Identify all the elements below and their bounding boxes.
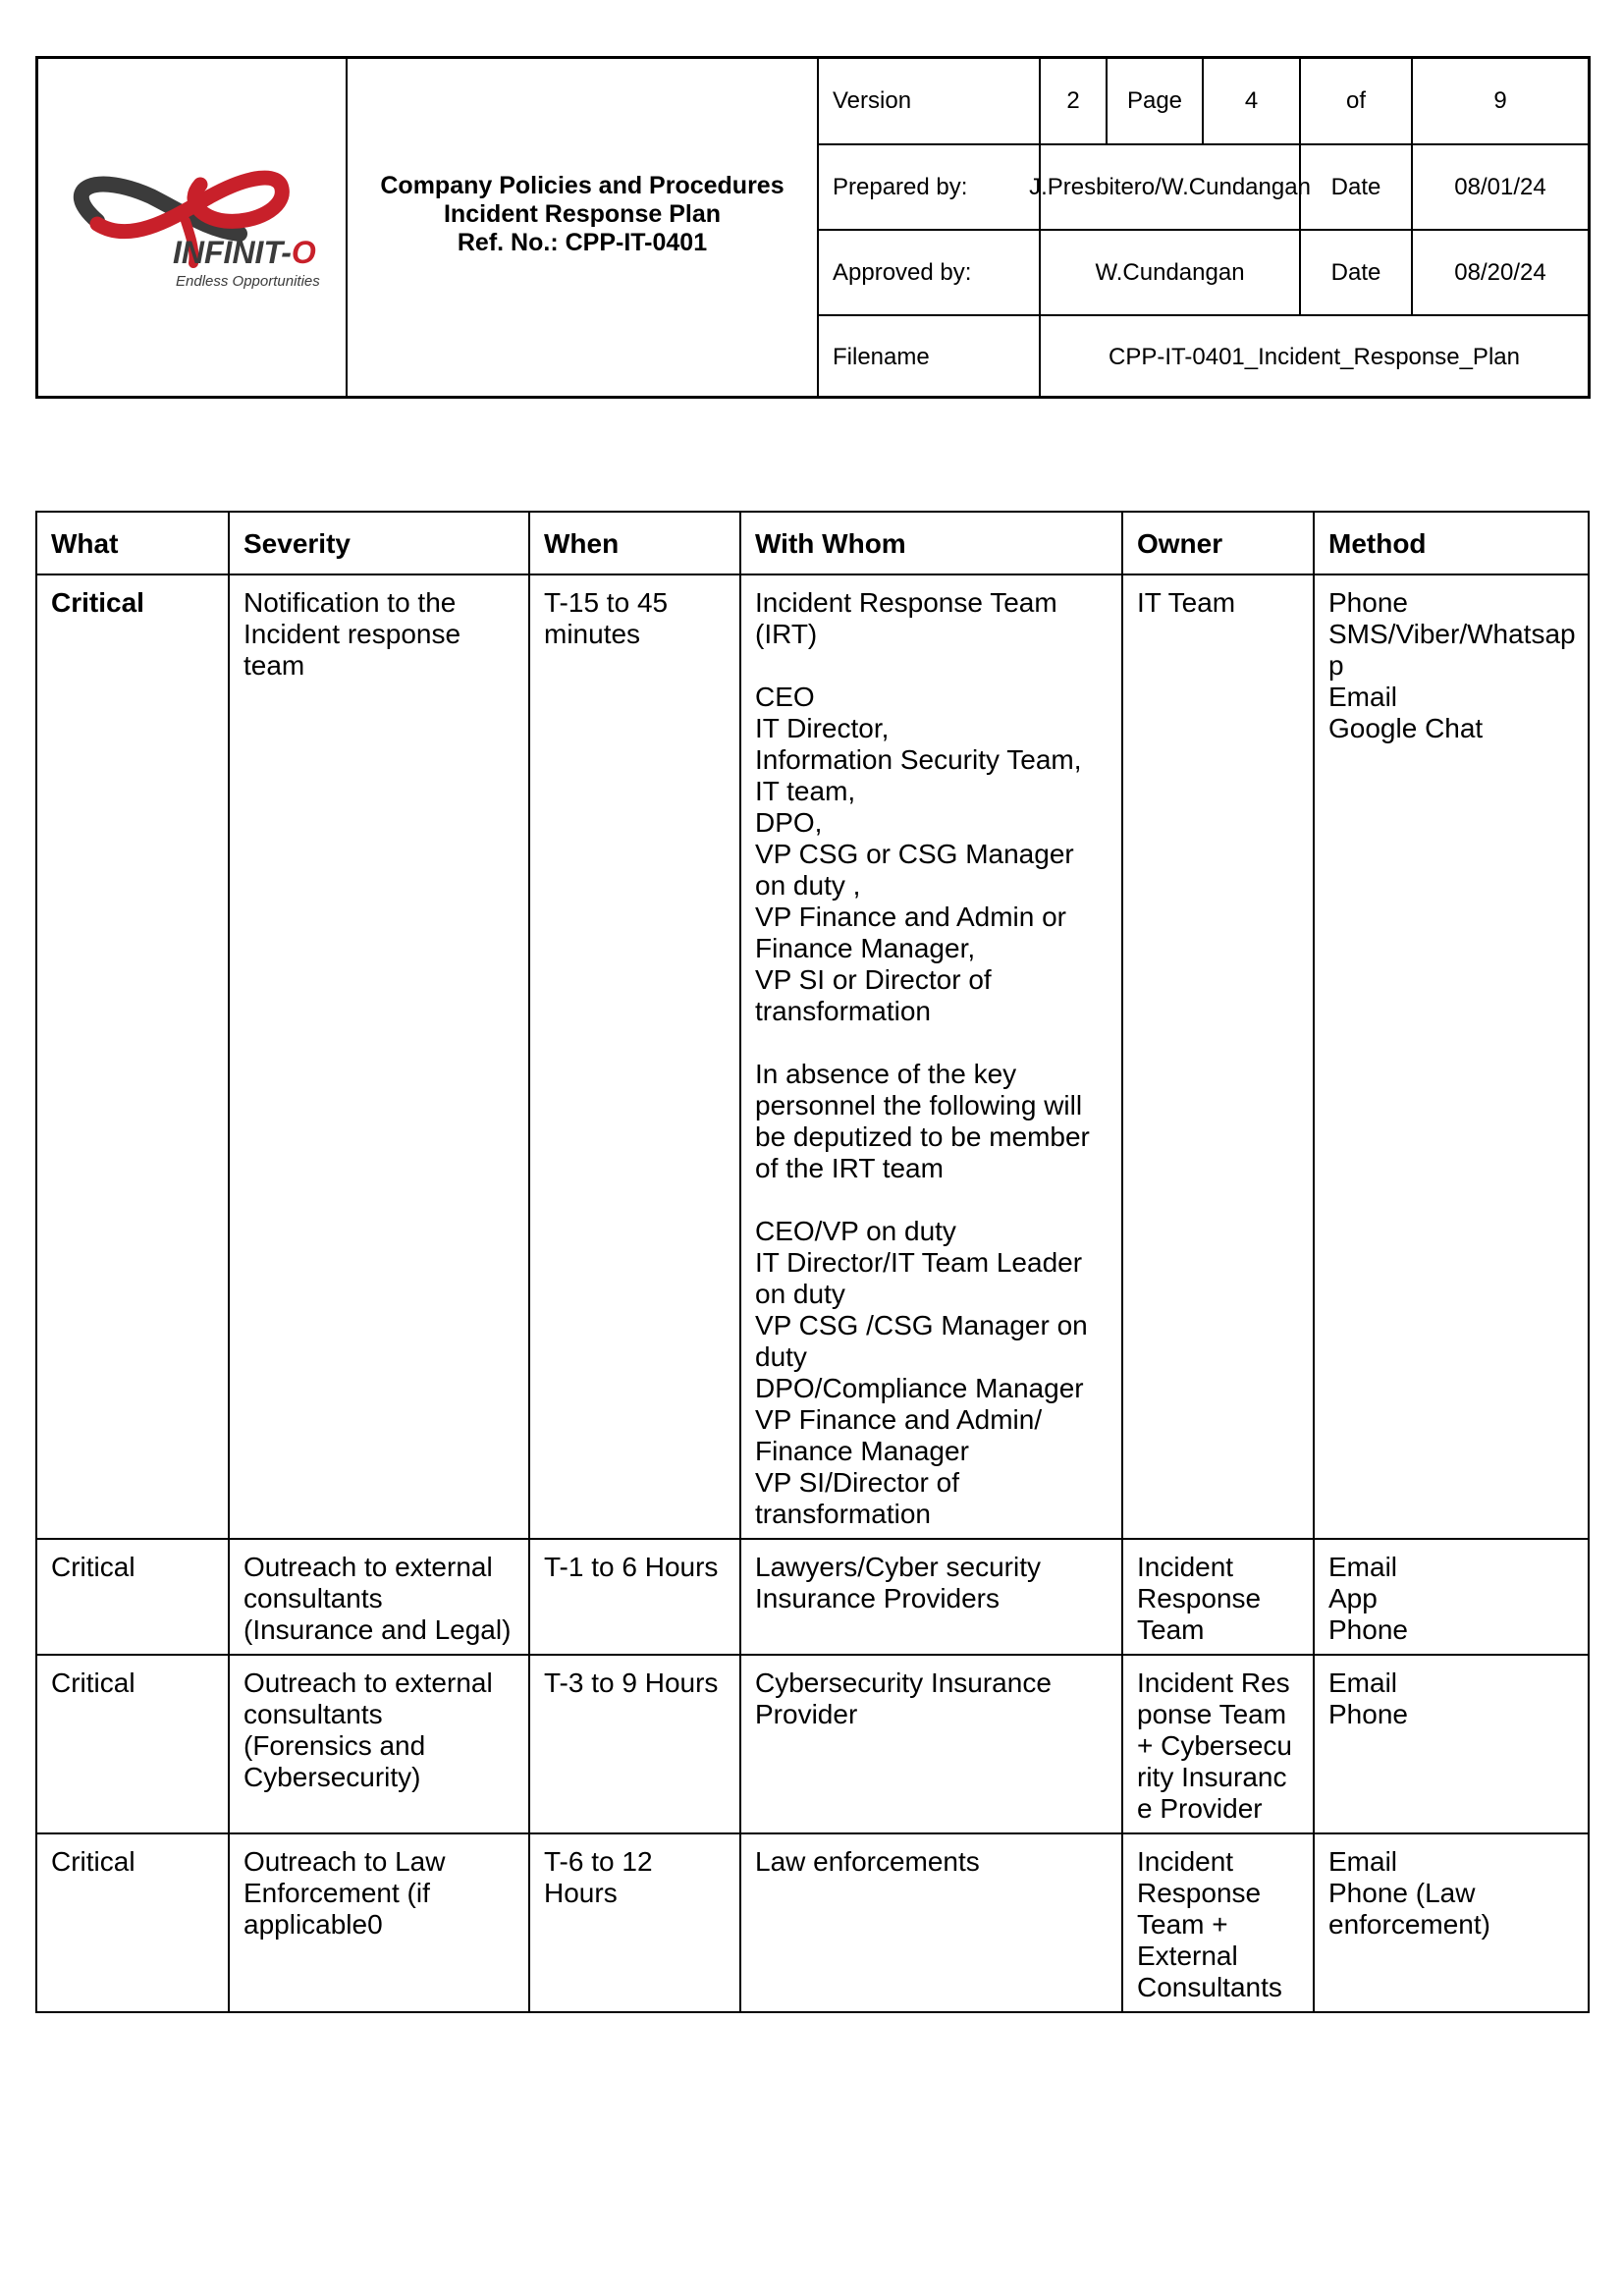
- method-line: Phone: [1328, 1614, 1408, 1645]
- with-whom-line: DPO,: [755, 807, 823, 838]
- prepared-date-label: Date: [1301, 145, 1413, 229]
- table-row: [36, 1833, 1589, 2012]
- of-label: of: [1301, 59, 1413, 143]
- document-ref-no: Ref. No.: CPP-IT-0401: [457, 229, 708, 256]
- cell-with-whom: Law enforcements: [740, 1833, 1122, 2012]
- cell-severity: Outreach to Law Enforcement (if applicable0: [229, 1833, 529, 2012]
- version-value: 2: [1041, 59, 1108, 143]
- with-whom-line: VP Finance and Admin/ Finance Manager: [755, 1404, 1043, 1466]
- document-header: [35, 56, 1591, 399]
- cell-with-whom: [740, 574, 1122, 1539]
- with-whom-line: VP Finance and Admin or Finance Manager,: [755, 902, 1067, 963]
- page-label: Page: [1108, 59, 1204, 143]
- logo-cell: [38, 59, 348, 396]
- approved-label: Approved by:: [819, 231, 1041, 314]
- approved-value: W.Cundangan: [1041, 231, 1301, 314]
- logo-tagline-text: Endless Opportunities: [176, 273, 320, 290]
- method-line: Email: [1328, 682, 1398, 712]
- document-meta: [819, 59, 1588, 396]
- cell-when: T-1 to 6 Hours: [529, 1539, 740, 1655]
- cell-method: [1314, 1655, 1589, 1833]
- document-subtitle: Incident Response Plan: [443, 200, 721, 228]
- with-whom-line: VP SI or Director of transformation: [755, 964, 992, 1026]
- document-title: Company Policies and Procedures: [380, 172, 784, 199]
- table-header-row: [36, 512, 1589, 574]
- method-line: Email: [1328, 1552, 1398, 1582]
- prepared-date: 08/01/24: [1454, 173, 1546, 200]
- cell-what: Critical: [36, 1833, 229, 2012]
- cell-what: Critical: [36, 1539, 229, 1655]
- cell-with-whom: Cybersecurity Insurance Provider: [740, 1655, 1122, 1833]
- with-whom-line: IT Director/IT Team Leader on duty: [755, 1247, 1083, 1309]
- method-line: Phone: [1328, 1699, 1408, 1729]
- meta-row-approved: [819, 231, 1588, 316]
- cell-when: T-3 to 9 Hours: [529, 1655, 740, 1833]
- document-title-cell: [348, 59, 819, 396]
- with-whom-line: DPO/Compliance Manager: [755, 1373, 1084, 1403]
- with-whom-line: In absence of the key personnel the following will be deputized to be member of the IRT team: [755, 1059, 1090, 1183]
- cell-method: [1314, 574, 1589, 1539]
- table-row: [36, 574, 1589, 1539]
- page-value: 4: [1204, 59, 1301, 143]
- method-line: App: [1328, 1583, 1378, 1613]
- table-row: [36, 1655, 1589, 1833]
- cell-severity: Outreach to external consultants (Insurance and Legal): [229, 1539, 529, 1655]
- cell-owner: IT Team: [1122, 574, 1314, 1539]
- cell-owner: Incident Response Team + Cybersecurity Insurance Provider: [1122, 1655, 1314, 1833]
- approved-date: 08/20/24: [1454, 258, 1546, 286]
- prepared-value: J.Presbitero/W.Cundangan: [1041, 145, 1301, 229]
- method-line: Phone (Law enforcement): [1328, 1878, 1490, 1940]
- with-whom-line: VP CSG or CSG Manager on duty ,: [755, 839, 1074, 901]
- column-header-with-whom: With Whom: [740, 512, 1122, 574]
- cell-what: Critical: [36, 1655, 229, 1833]
- column-header-owner: Owner: [1122, 512, 1314, 574]
- method-line: Google Chat: [1328, 713, 1484, 743]
- cell-owner: Incident Response Team + External Consultants: [1122, 1833, 1314, 2012]
- logo-brand-text: INFINIT-O: [173, 235, 316, 270]
- with-whom-line: Information Security Team,: [755, 744, 1082, 775]
- meta-row-prepared: [819, 145, 1588, 231]
- cell-severity: Outreach to external consultants (Forensics and Cybersecurity): [229, 1655, 529, 1833]
- method-line: Phone: [1328, 587, 1408, 618]
- column-header-severity: Severity: [229, 512, 529, 574]
- method-line: SMS/Viber/Whatsapp: [1328, 619, 1576, 681]
- of-value: 9: [1493, 87, 1507, 114]
- cell-severity: Notification to the Incident response team: [229, 574, 529, 1539]
- cell-owner: Incident Response Team: [1122, 1539, 1314, 1655]
- with-whom-line: CEO: [755, 682, 815, 712]
- with-whom-line: Incident Response Team (IRT): [755, 587, 1057, 649]
- with-whom-line: CEO/VP on duty: [755, 1216, 956, 1246]
- filename-value: CPP-IT-0401_Incident_Response_Plan: [1109, 344, 1520, 370]
- meta-row-version: [819, 59, 1588, 145]
- method-line: Email: [1328, 1846, 1398, 1877]
- version-label: Version: [819, 59, 1041, 143]
- column-header-when: When: [529, 512, 740, 574]
- cell-when: T-15 to 45 minutes: [529, 574, 740, 1539]
- cell-when: T-6 to 12 Hours: [529, 1833, 740, 2012]
- approved-date-label: Date: [1301, 231, 1413, 314]
- with-whom-line: VP SI/Director of transformation: [755, 1467, 960, 1529]
- with-whom-line: VP CSG /CSG Manager on duty: [755, 1310, 1088, 1372]
- cell-method: [1314, 1539, 1589, 1655]
- column-header-method: Method: [1314, 512, 1589, 574]
- filename-label: Filename: [819, 316, 1041, 399]
- table-row: [36, 1539, 1589, 1655]
- company-logo: [38, 59, 348, 398]
- prepared-label: Prepared by:: [819, 145, 1041, 229]
- cell-method: [1314, 1833, 1589, 2012]
- meta-row-filename: [819, 316, 1588, 399]
- with-whom-line: IT Director,: [755, 713, 890, 743]
- communication-matrix-table: [35, 511, 1590, 2013]
- cell-what: Critical: [36, 574, 229, 1539]
- column-header-what: What: [36, 512, 229, 574]
- method-line: Email: [1328, 1667, 1398, 1698]
- with-whom-line: IT team,: [755, 776, 856, 806]
- cell-with-whom: Lawyers/Cyber security Insurance Providers: [740, 1539, 1122, 1655]
